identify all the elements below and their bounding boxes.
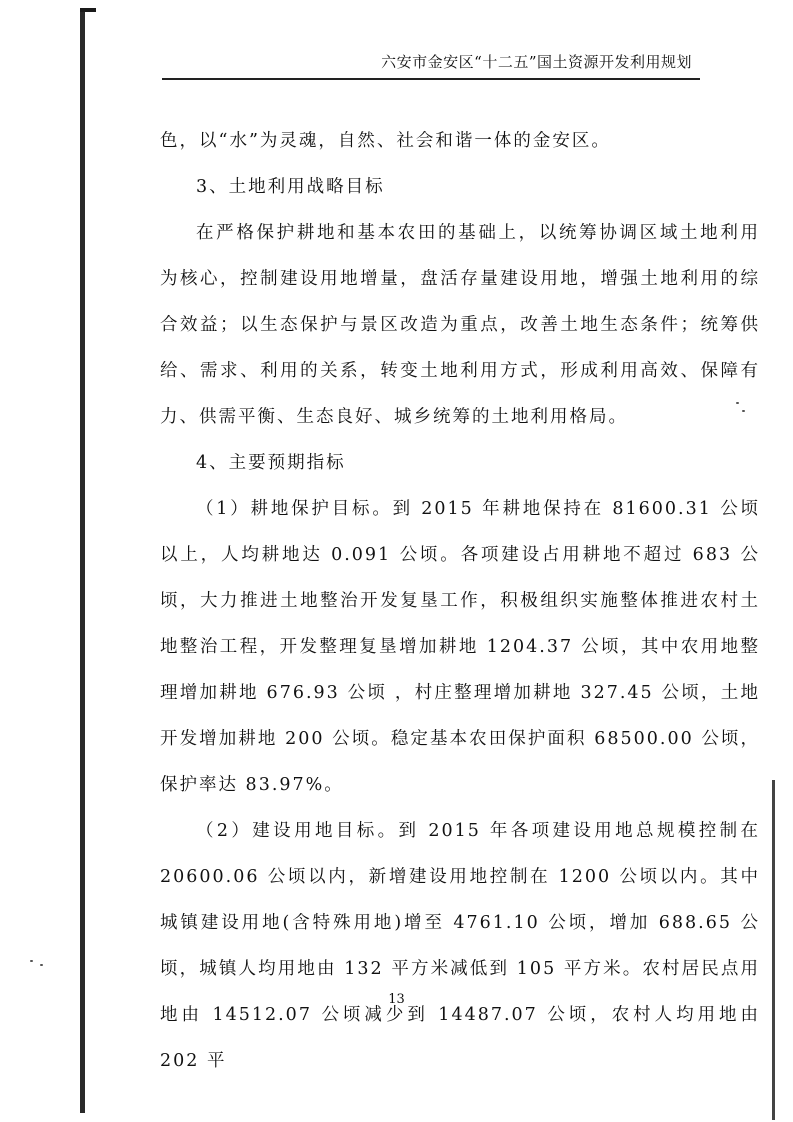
paragraph-farmland-protection: （1）耕地保护目标。到 2015 年耕地保持在 81600.31 公顷以上，人均耕地达 0.091 公顷。各项建设占用耕地不超过 683 公顷，大力推进土地整治开发复垦工作，积极组织实施整体推进农村土地整治工程，开发整理复垦增加耕地 1204.37 公顷，其中农用地整理增加耕地 676.93 公顷 ，村庄整理增加耕地 327.45 公顷，土地开发增加耕地 200 公顷。稳定基本农田保护面积 68500.00 公顷，保护率达 83.97%。: [160, 499, 760, 795]
paragraph-land-use-goal: 在严格保护耕地和基本农田的基础上，以统筹协调区域土地利用为核心，控制建设用地增量，盘活存量建设用地，增强土地利用的综合效益；以生态保护与景区改造为重点，改善土地生态条件；统筹供给、需求、利用的关系，转变土地利用方式，形成利用高效、保障有力、供需平衡、生态良好、城乡统筹的土地利用格局。: [160, 223, 760, 427]
document-body: [160, 118, 760, 1084]
scan-edge-right: [772, 780, 775, 1120]
paragraph-construction-land: （2）建设用地目标。到 2015 年各项建设用地总规模控制在 20600.06 公顷以内，新增建设用地控制在 1200 公顷以内。其中城镇建设用地(含特殊用地)增至 4761.10 公顷，增加 688.65 公顷，城镇人均用地由 132 平方米减低到 105 平方米。农村居民点用地由 14512.07 公顷减少到 14487.07 公顷，农村人均用地由 202 平: [160, 821, 760, 1071]
scan-speck: [40, 964, 43, 966]
page-number: 13: [388, 992, 405, 1007]
scan-edge-left: [80, 8, 85, 1113]
page-header: [162, 48, 700, 80]
paragraph-continuation: 色，以“水”为灵魂，自然、社会和谐一体的金安区。: [160, 131, 611, 151]
header-title: 六安市金安区“十二五”国土资源开发利用规划: [381, 53, 692, 71]
scan-edge-left-cap: [80, 8, 96, 12]
section-heading-3: 3、土地利用战略目标: [196, 177, 385, 197]
scan-speck: [30, 960, 33, 962]
section-heading-4: 4、主要预期指标: [196, 453, 346, 473]
